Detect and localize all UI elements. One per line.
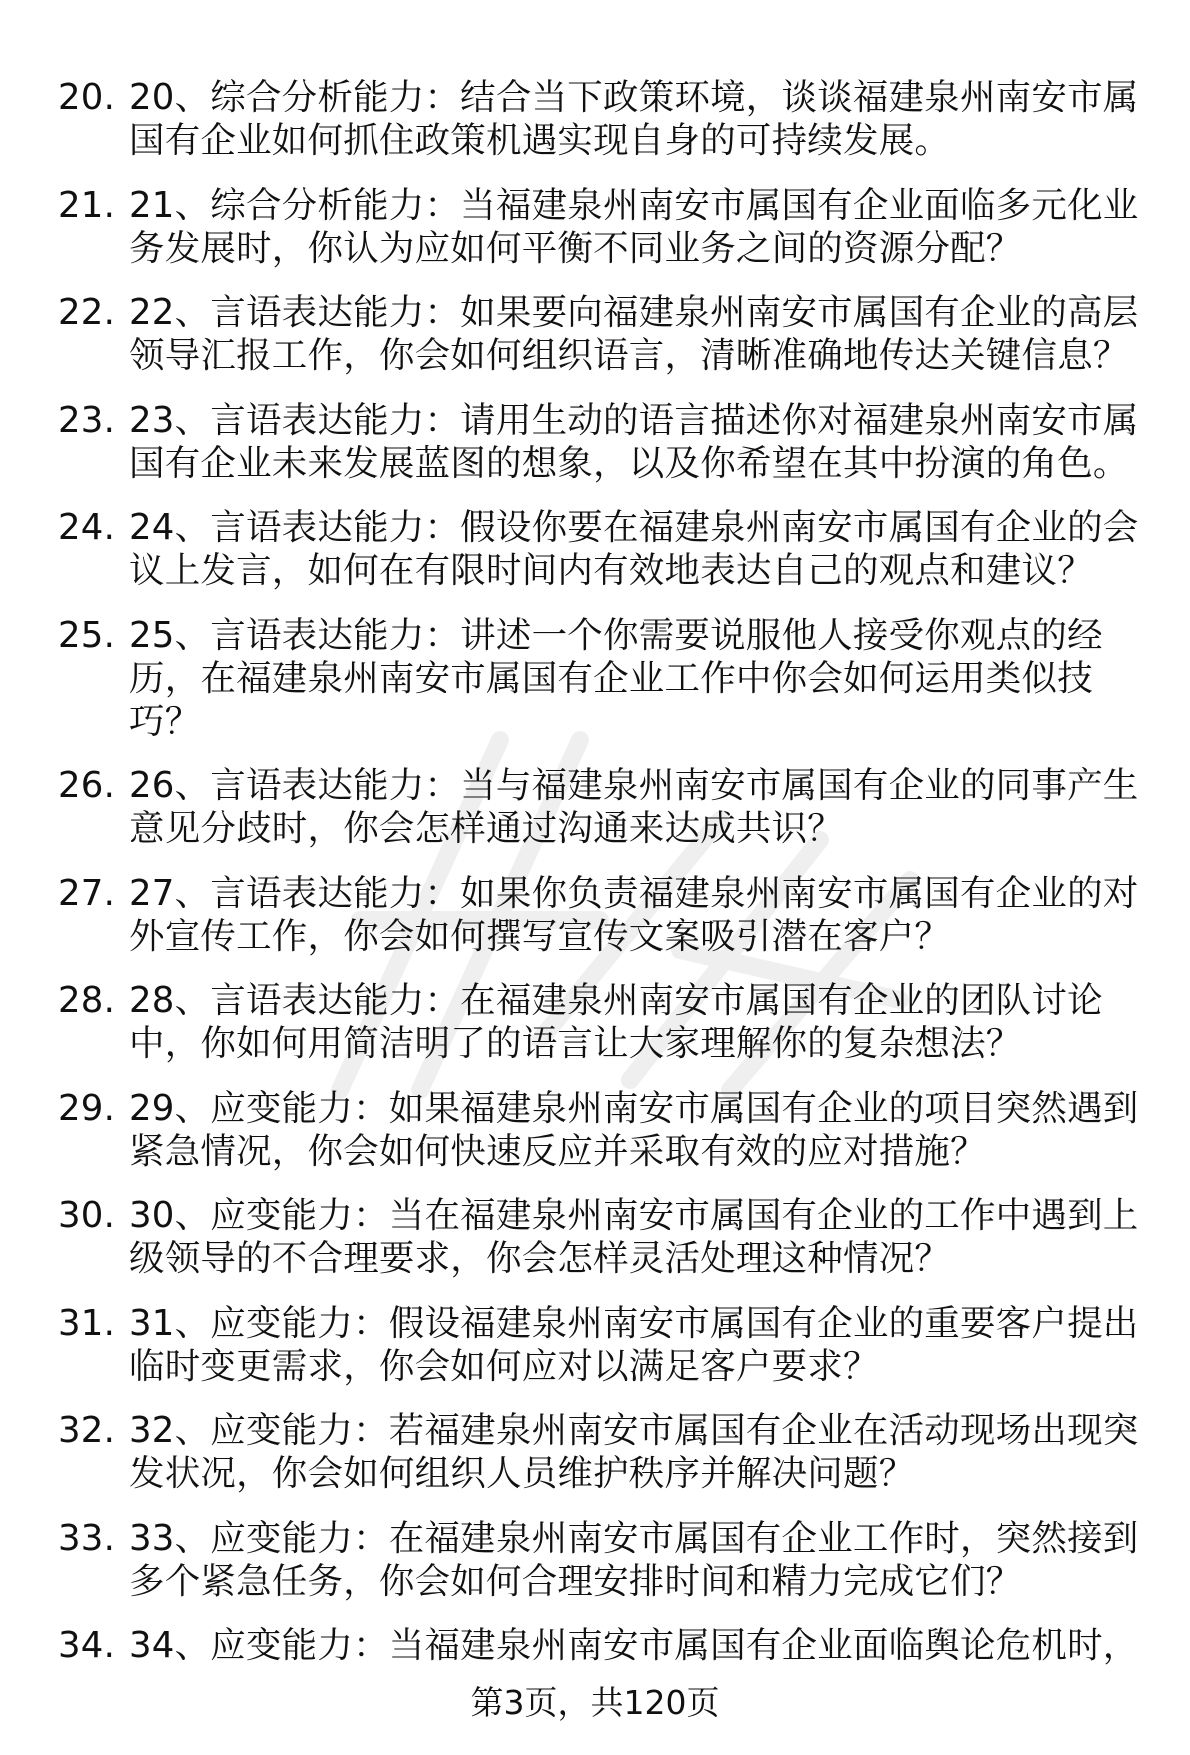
question-number: 30. (58, 1195, 116, 1236)
question-text: 20、综合分析能力：结合当下政策环境，谈谈福建泉州南安市属国有企业如何抓住政策机遇实现自身的可持续发展。 (129, 77, 1139, 161)
question-item (58, 1302, 1158, 1388)
question-text: 29、应变能力：如果福建泉州南安市属国有企业的项目突然遇到紧急情况，你会如何快速反应并采取有效的应对措施？ (129, 1087, 1139, 1172)
question-number: 33. (58, 1517, 116, 1559)
question-number: 28. (58, 980, 116, 1021)
question-text: 33、应变能力：在福建泉州南安市属国有企业工作时，突然接到多个紧急任务，你会如何合理安排时间和精力完成它们？ (129, 1517, 1139, 1602)
question-item (58, 506, 1158, 592)
question-text: 28、言语表达能力：在福建泉州南安市属国有企业的团队讨论中，你如何用简洁明了的语言让大家理解你的复杂想法？ (129, 980, 1103, 1064)
question-text: 32、应变能力：若福建泉州南安市属国有企业在活动现场出现突发状况，你会如何组织人员维护秩序并解决问题？ (129, 1410, 1139, 1494)
question-item (58, 1624, 1158, 1667)
question-item (58, 1409, 1158, 1495)
question-number: 23. (58, 399, 116, 441)
question-number: 34. (58, 1625, 116, 1666)
question-number: 24. (58, 507, 116, 548)
question-list (58, 76, 1158, 1689)
question-item (58, 1087, 1158, 1173)
question-text: 26、言语表达能力：当与福建泉州南安市属国有企业的同事产生意见分歧时，你会怎样通过沟通来达成共识？ (129, 765, 1139, 849)
page-number-footer: 第3页，共120页 (470, 1683, 720, 1722)
question-number: 31. (58, 1302, 116, 1344)
question-number: 20. (58, 77, 116, 118)
question-text: 30、应变能力：当在福建泉州南安市属国有企业的工作中遇到上级领导的不合理要求，你会怎样灵活处理这种情况？ (129, 1195, 1139, 1279)
question-number: 22. (58, 292, 116, 333)
question-text: 25、言语表达能力：讲述一个你需要说服他人接受你观点的经历，在福建泉州南安市属国有企业工作中你会如何运用类似技巧？ (129, 614, 1103, 742)
question-text: 31、应变能力：假设福建泉州南安市属国有企业的重要客户提出临时变更需求，你会如何应对以满足客户要求？ (129, 1302, 1139, 1387)
question-item (58, 184, 1158, 270)
question-text: 23、言语表达能力：请用生动的语言描述你对福建泉州南安市属国有企业未来发展蓝图的想象，以及你希望在其中扮演的角色。 (129, 399, 1139, 484)
question-item (58, 399, 1158, 485)
question-number: 26. (58, 765, 116, 806)
question-text: 27、言语表达能力：如果你负责福建泉州南安市属国有企业的对外宣传工作，你会如何撰写宣传文案吸引潜在客户？ (129, 872, 1139, 957)
question-number: 25. (58, 614, 116, 656)
question-text: 22、言语表达能力：如果要向福建泉州南安市属国有企业的高层领导汇报工作，你会如何组织语言，清晰准确地传达关键信息？ (129, 292, 1139, 376)
question-item (58, 1194, 1158, 1280)
question-item (58, 291, 1158, 377)
question-item (58, 614, 1158, 743)
question-number: 21. (58, 184, 116, 226)
question-item (58, 76, 1158, 162)
question-item (58, 872, 1158, 958)
question-item (58, 979, 1158, 1065)
question-text: 24、言语表达能力：假设你要在福建泉州南安市属国有企业的会议上发言，如何在有限时间内有效地表达自己的观点和建议？ (129, 507, 1139, 591)
question-item (58, 1517, 1158, 1603)
question-text: 21、综合分析能力：当福建泉州南安市属国有企业面临多元化业务发展时，你认为应如何平衡不同业务之间的资源分配？ (129, 184, 1139, 269)
question-number: 27. (58, 872, 116, 914)
question-text: 34、应变能力：当福建泉州南安市属国有企业面临舆论危机时， (129, 1625, 1139, 1666)
question-number: 29. (58, 1087, 116, 1129)
question-item (58, 764, 1158, 850)
question-number: 32. (58, 1410, 116, 1451)
